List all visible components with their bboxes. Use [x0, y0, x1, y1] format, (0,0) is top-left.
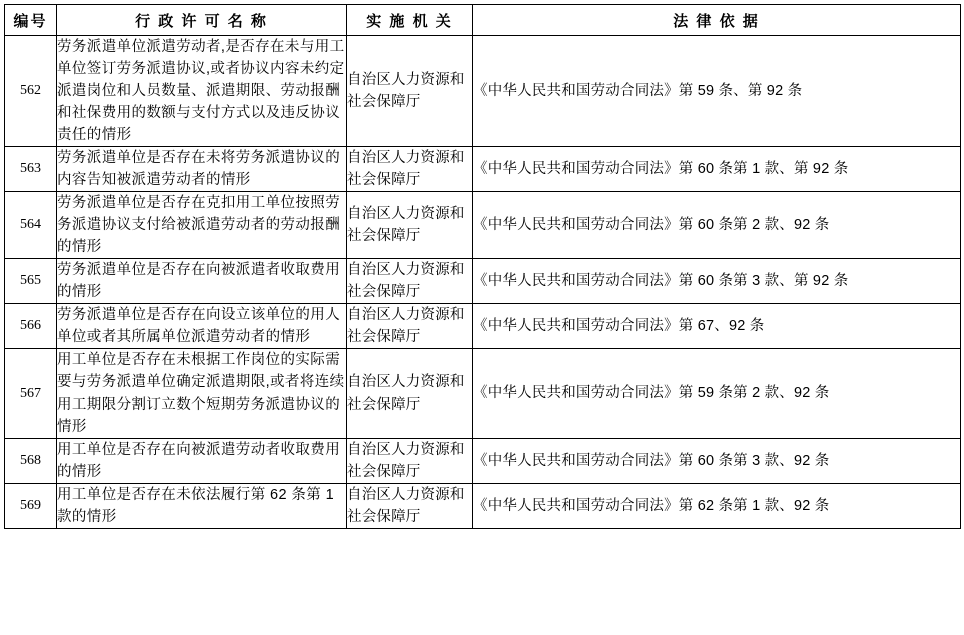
table-header-row [5, 5, 961, 36]
cell-license-name: 用工单位是否存在向被派遣劳动者收取费用的情形 [57, 438, 347, 483]
cell-legal-basis: 《中华人民共和国劳动合同法》第 67、92 条 [473, 304, 961, 349]
cell-organization: 自治区人力资源和社会保障厅 [347, 259, 473, 304]
table-row [5, 483, 961, 528]
cell-id: 565 [5, 259, 57, 304]
cell-id: 569 [5, 483, 57, 528]
column-header-name: 行 政 许 可 名 称 [57, 5, 347, 36]
administrative-license-table [4, 4, 961, 529]
column-header-id: 编号 [5, 5, 57, 36]
cell-organization: 自治区人力资源和社会保障厅 [347, 483, 473, 528]
cell-legal-basis: 《中华人民共和国劳动合同法》第 62 条第 1 款、92 条 [473, 483, 961, 528]
table-row [5, 259, 961, 304]
table-row [5, 192, 961, 259]
cell-license-name: 劳务派遣单位派遣劳动者,是否存在未与用工单位签订劳务派遣协议,或者协议内容未约定派遣岗位和人员数量、派遣期限、劳动报酬和社保费用的数额与支付方式以及违反协议责任的情形 [57, 36, 347, 147]
cell-id: 566 [5, 304, 57, 349]
cell-id: 567 [5, 349, 57, 438]
cell-id: 564 [5, 192, 57, 259]
cell-id: 568 [5, 438, 57, 483]
cell-legal-basis: 《中华人民共和国劳动合同法》第 60 条第 2 款、92 条 [473, 192, 961, 259]
cell-id: 562 [5, 36, 57, 147]
cell-license-name: 劳务派遣单位是否存在向设立该单位的用人单位或者其所属单位派遣劳动者的情形 [57, 304, 347, 349]
cell-organization: 自治区人力资源和社会保障厅 [347, 349, 473, 438]
table-header [5, 5, 961, 36]
table-row [5, 36, 961, 147]
cell-legal-basis: 《中华人民共和国劳动合同法》第 59 条第 2 款、92 条 [473, 349, 961, 438]
table-row [5, 147, 961, 192]
cell-organization: 自治区人力资源和社会保障厅 [347, 304, 473, 349]
cell-legal-basis: 《中华人民共和国劳动合同法》第 60 条第 3 款、92 条 [473, 438, 961, 483]
table-row [5, 349, 961, 438]
cell-legal-basis: 《中华人民共和国劳动合同法》第 59 条、第 92 条 [473, 36, 961, 147]
cell-license-name: 劳务派遣单位是否存在未将劳务派遣协议的内容告知被派遣劳动者的情形 [57, 147, 347, 192]
table-body [5, 36, 961, 529]
cell-license-name: 劳务派遣单位是否存在克扣用工单位按照劳务派遣协议支付给被派遣劳动者的劳动报酬的情形 [57, 192, 347, 259]
cell-legal-basis: 《中华人民共和国劳动合同法》第 60 条第 3 款、第 92 条 [473, 259, 961, 304]
column-header-law: 法 律 依 据 [473, 5, 961, 36]
cell-license-name: 用工单位是否存在未依法履行第 62 条第 1 款的情形 [57, 483, 347, 528]
cell-organization: 自治区人力资源和社会保障厅 [347, 192, 473, 259]
cell-license-name: 用工单位是否存在未根据工作岗位的实际需要与劳务派遣单位确定派遣期限,或者将连续用工期限分割订立数个短期劳务派遣协议的情形 [57, 349, 347, 438]
cell-legal-basis: 《中华人民共和国劳动合同法》第 60 条第 1 款、第 92 条 [473, 147, 961, 192]
cell-organization: 自治区人力资源和社会保障厅 [347, 438, 473, 483]
cell-id: 563 [5, 147, 57, 192]
column-header-org: 实 施 机 关 [347, 5, 473, 36]
table-row [5, 438, 961, 483]
cell-license-name: 劳务派遣单位是否存在向被派遣者收取费用的情形 [57, 259, 347, 304]
cell-organization: 自治区人力资源和社会保障厅 [347, 147, 473, 192]
table-row [5, 304, 961, 349]
cell-organization: 自治区人力资源和社会保障厅 [347, 36, 473, 147]
